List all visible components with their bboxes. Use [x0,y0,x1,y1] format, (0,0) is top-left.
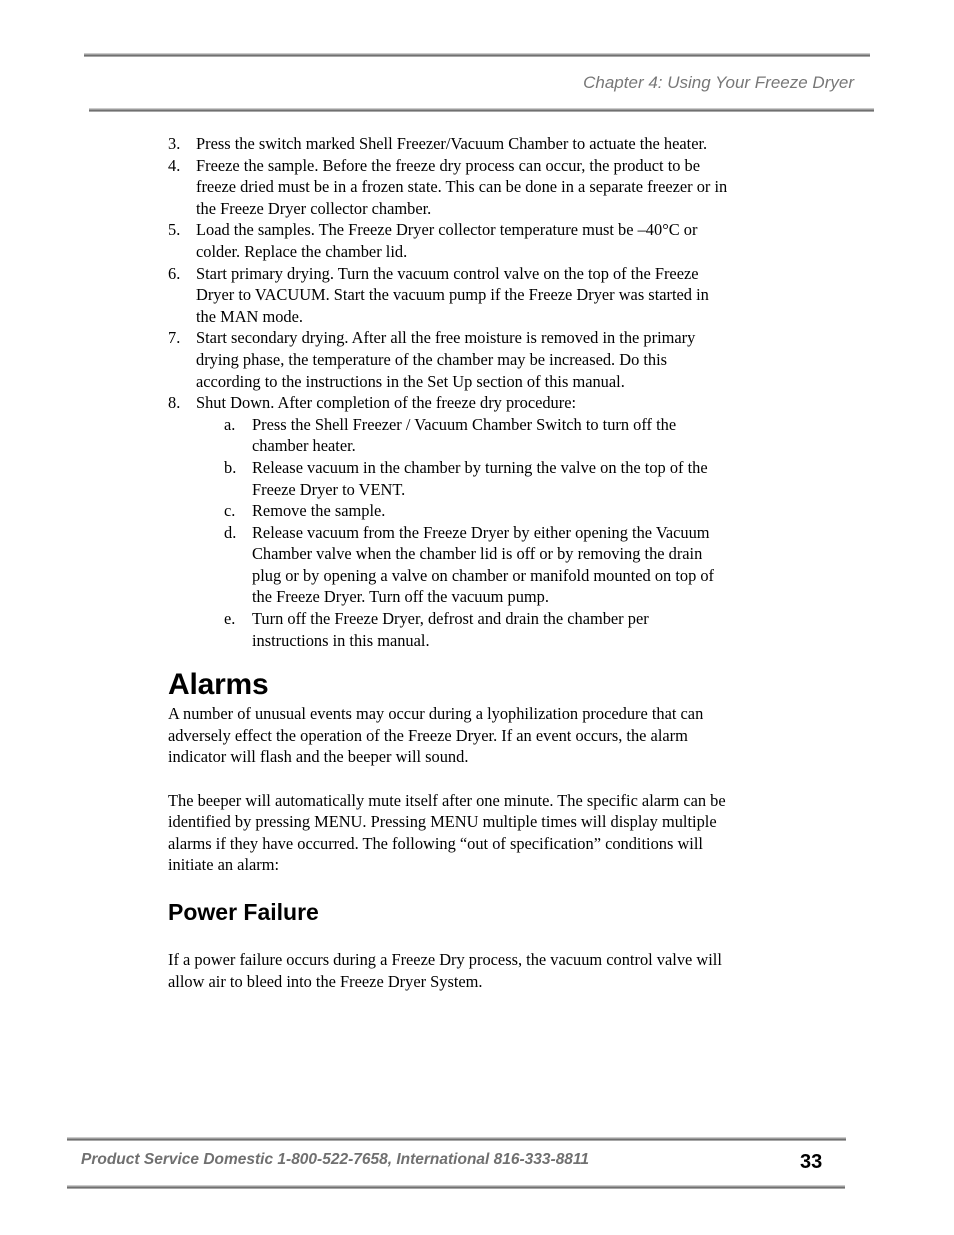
list-item [168,263,728,328]
step-text: Start secondary drying. After all the free moisture is removed in the primary drying phase, the temperature of the chamber may be increased. Do this according to the instructions in the Set Up section of this manual. [196,328,696,391]
substep-letter: e. [224,609,236,629]
list-item [168,133,728,155]
footer-contact: Product Service Domestic 1-800-522-7658, International 816-333-8811 [81,1151,590,1168]
page-number: 33 [800,1151,823,1173]
step-text: Press the switch marked Shell Freezer/Vacuum Chamber to actuate the heater. [196,134,708,153]
step-number: 8. [168,393,181,413]
step-text: Load the samples. The Freeze Dryer collector temperature must be –40°C or colder. Replace the chamber lid. [196,220,698,261]
substep-text: Release vacuum from the Freeze Dryer by either opening the Vacuum Chamber valve when the chamber lid is off or by removing the drain plug or by opening a valve on chamber or manifold mounted on top of the Freeze Dryer. Turn off the vacuum pump. [252,522,715,607]
step-text: Start primary drying. Turn the vacuum control valve on the top of the Freeze Dryer to VACUUM. Start the vacuum pump if the Freeze Dryer was started in the MAN mode. [196,263,709,326]
step-number: 5. [168,220,181,240]
substep-letter: c. [224,501,236,521]
list-item [224,414,728,457]
step-number: 7. [168,328,181,348]
alarms-paragraph-2: The beeper will automatically mute itself after one minute. The specific alarm can be identified by pressing MENU. Pressing MENU multiple times will display multiple alarms if they have occurred. The following “out of specification” conditions will initiate an alarm: [168,790,726,875]
power-failure-heading: Power Failure [168,899,319,925]
step-text: Shut Down. After completion of the freeze dry procedure: [196,393,577,413]
list-item [224,608,728,651]
substep-letter: d. [224,522,237,542]
procedure-steps [168,133,728,414]
page-content [168,133,728,992]
substep-letter: b. [224,457,237,477]
power-failure-paragraph: If a power failure occurs during a Freeze Dry process, the vacuum control valve will allow air to bleed into the Freeze Dryer System. [168,950,722,991]
step-number: 3. [168,134,181,153]
chapter-header: Chapter 4: Using Your Freeze Dryer [583,73,854,92]
list-item [168,219,728,262]
step-number: 6. [168,263,181,283]
substep-text: Press the Shell Freezer / Vacuum Chamber Switch to turn off the chamber heater. [252,414,677,456]
header-rule-top [84,53,870,57]
header-rule-bottom [89,108,874,112]
shutdown-substeps [168,414,728,652]
substep-text: Remove the sample. [252,501,386,521]
step-text: Freeze the sample. Before the freeze dry process can occur, the product to be freeze dried must be in a frozen state. This can be done in a separate freezer or in the Freeze Dryer collector chamber. [196,155,728,218]
alarms-heading: Alarms [168,668,269,702]
substep-letter: a. [224,414,236,434]
step-number: 4. [168,155,181,175]
list-item [224,457,728,500]
list-item [224,500,728,522]
list-item [168,327,728,392]
substep-text: Turn off the Freeze Dryer, defrost and drain the chamber per instructions in this manual. [252,609,649,650]
list-item [224,522,728,608]
footer-rule-top [67,1137,846,1141]
list-item [168,392,728,414]
alarms-paragraph-1: A number of unusual events may occur during a lyophilization procedure that can adversely effect the operation of the Freeze Dryer. If an event occurs, the alarm indicator will flash and the beeper will sound. [168,704,704,767]
substep-text: Release vacuum in the chamber by turning the valve on the top of the Freeze Dryer to VENT. [252,457,708,499]
footer-rule-bottom [67,1185,845,1189]
list-item [168,155,728,220]
